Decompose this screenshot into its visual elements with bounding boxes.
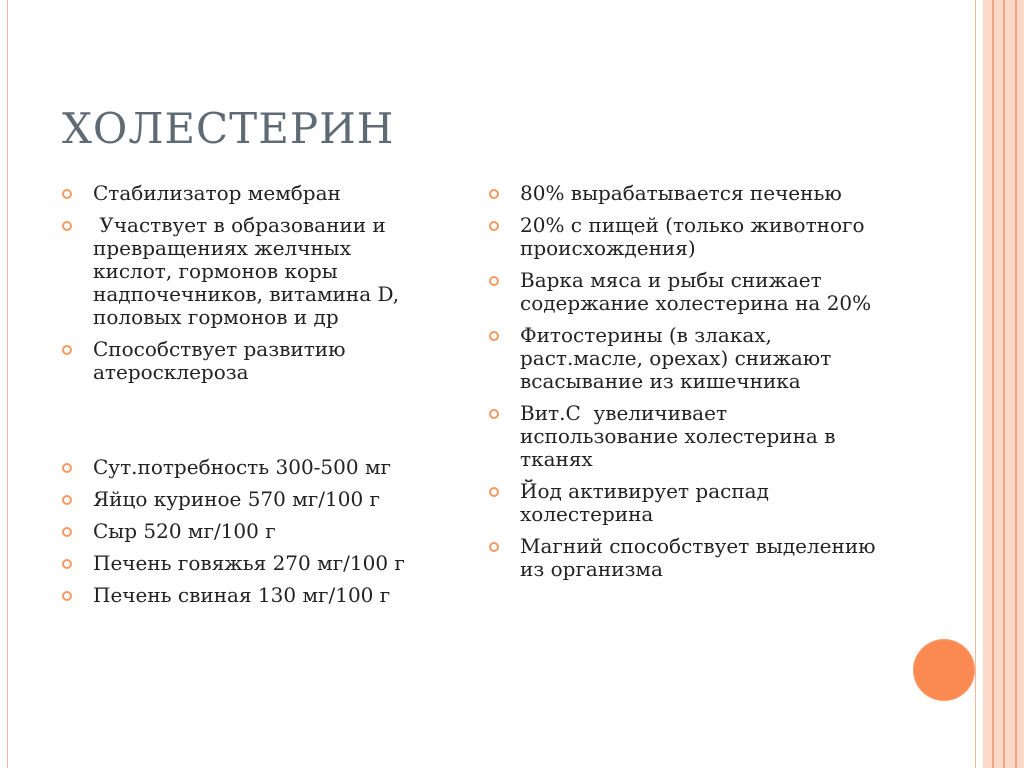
decor-stripe: [1005, 0, 1015, 768]
bullet-ring-icon: [489, 331, 499, 341]
list-item: [62, 488, 452, 511]
list-item-text: Фитостерины (в злаках, раст.масле, орехах) снижают всасывание из кишечника: [520, 323, 832, 393]
bullet-ring-icon: [62, 345, 72, 355]
list-item: [489, 182, 889, 205]
bullet-ring-icon: [489, 276, 499, 286]
list-item-text: Йод активирует распад холестерина: [520, 479, 769, 526]
list-item: [489, 269, 889, 315]
list-item-text: Сыр 520 мг/100 г: [93, 519, 276, 543]
list-item-text: Сут.потребность 300-500 мг: [93, 455, 391, 479]
list-item: [489, 480, 889, 526]
bullet-ring-icon: [489, 409, 499, 419]
bullet-ring-icon: [489, 487, 499, 497]
list-item-text: 20% с пищей (только животного происхождения): [520, 213, 865, 260]
list-item-text: Стабилизатор мембран: [93, 181, 341, 205]
bullet-ring-icon: [489, 221, 499, 231]
bullet-ring-icon: [62, 463, 72, 473]
left-bullet-list: [62, 182, 432, 393]
accent-circle: [913, 639, 975, 701]
list-item: [62, 456, 452, 479]
left-lower-bullet-list: [62, 456, 452, 616]
list-item: [62, 520, 452, 543]
list-item: [62, 182, 432, 205]
bullet-ring-icon: [62, 189, 72, 199]
list-item-text: Печень говяжья 270 мг/100 г: [93, 551, 405, 575]
list-item-text: Участвует в образовании и превращениях желчных кислот, гормонов коры надпочечников, витамина D, половых гормонов и др: [93, 213, 406, 329]
list-item-text: Способствует развитию атеросклероза: [93, 337, 346, 384]
bullet-ring-icon: [62, 527, 72, 537]
list-item-text: Яйцо куриное 570 мг/100 г: [93, 487, 381, 511]
list-item: [62, 338, 432, 384]
left-frame-line: [7, 0, 8, 768]
list-item-text: Варка мяса и рыбы снижает содержание холестерина на 20%: [520, 268, 872, 315]
list-item: [62, 584, 452, 607]
bullet-ring-icon: [62, 559, 72, 569]
list-item: [489, 324, 889, 393]
bullet-ring-icon: [62, 495, 72, 505]
list-item: [489, 214, 889, 260]
slide-title: ХОЛЕСТЕРИН: [62, 104, 395, 153]
bullet-ring-icon: [62, 221, 72, 231]
decor-stripe: [983, 0, 992, 768]
list-item: [489, 535, 889, 581]
decor-stripe: [1017, 0, 1024, 768]
list-item: [489, 402, 889, 471]
list-item-text: 80% вырабатывается печенью: [520, 181, 842, 205]
list-item: [62, 214, 432, 329]
bullet-ring-icon: [489, 542, 499, 552]
list-item: [62, 552, 452, 575]
right-bullet-list: [489, 182, 889, 590]
bullet-ring-icon: [489, 189, 499, 199]
decor-stripe: [994, 0, 1003, 768]
list-item-text: Печень свиная 130 мг/100 г: [93, 583, 391, 607]
bullet-ring-icon: [62, 591, 72, 601]
list-item-text: Вит.С увеличивает использование холестерина в тканях: [520, 401, 842, 471]
right-frame-line: [975, 0, 976, 768]
list-item-text: Магний способствует выделению из организма: [520, 534, 876, 581]
